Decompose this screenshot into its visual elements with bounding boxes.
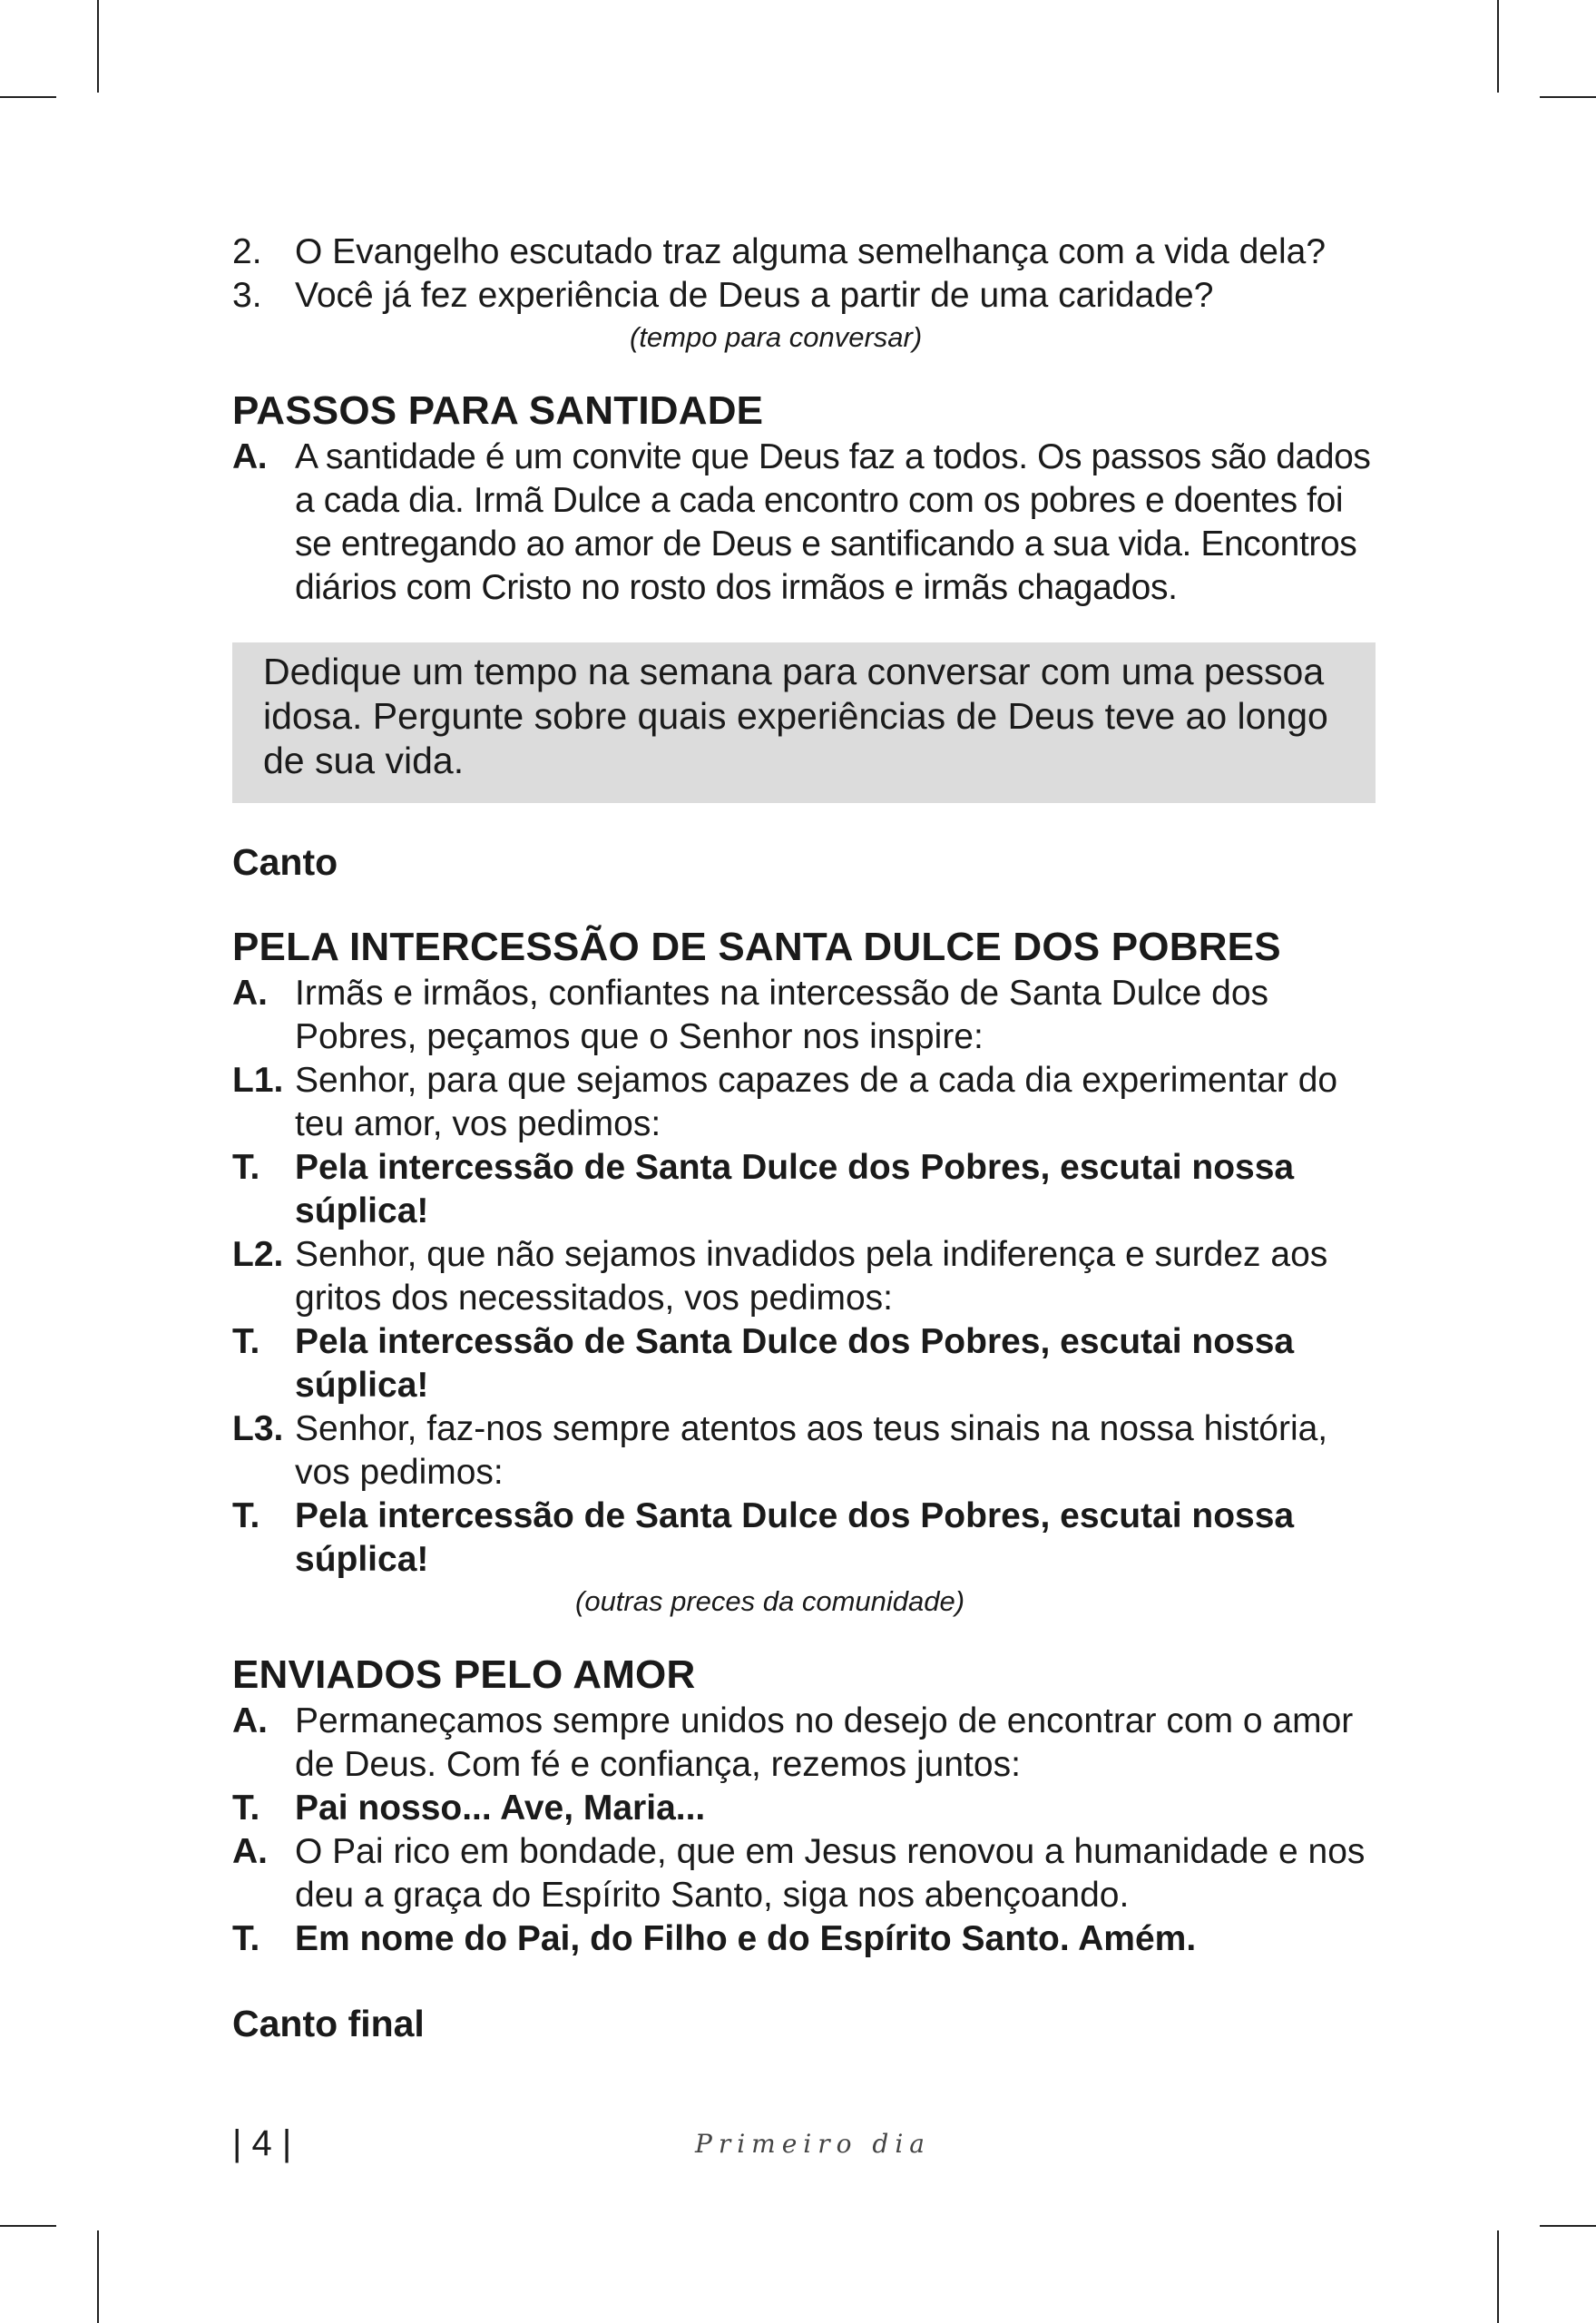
- response-text: Em nome do Pai, do Filho e do Espírito Santo. Amém.: [295, 1919, 1197, 1958]
- canto-label: Canto: [232, 841, 338, 883]
- prayer-line: [232, 1407, 1376, 1495]
- crop-mark-top-left-vertical: [97, 0, 99, 93]
- prayer-line: [232, 1830, 1376, 1917]
- speaker-marker: A.: [232, 437, 268, 476]
- highlight-text: Dedique um tempo na semana para conversar com uma pessoa idosa. Pergunte sobre quais experiências de Deus teve ao longo de sua vida.: [263, 651, 1328, 781]
- heading-intercessao: PELA INTERCESSÃO DE SANTA DULCE DOS POBRES: [232, 925, 1281, 969]
- question-number: 2.: [232, 232, 262, 271]
- heading-enviados: ENVIADOS PELO AMOR: [232, 1652, 696, 1697]
- response-text: Pai nosso... Ave, Maria...: [295, 1789, 706, 1828]
- speaker-marker: A.: [232, 1832, 268, 1871]
- passos-paragraph: [232, 436, 1376, 610]
- question-item: [232, 230, 1376, 274]
- canto-final-label: Canto final: [232, 2003, 425, 2044]
- speaker-marker: T.: [232, 1789, 260, 1828]
- speaker-marker: L2.: [232, 1235, 284, 1274]
- speaker-marker: A.: [232, 974, 268, 1013]
- crop-mark-top-right-horizontal: [1540, 96, 1596, 98]
- prayer-text: Senhor, faz-nos sempre atentos aos teus sinais na nossa história, vos pedimos:: [295, 1409, 1328, 1492]
- prayer-text: Senhor, para que sejamos capazes de a cada dia experimentar do teu amor, vos pedimos:: [295, 1061, 1338, 1143]
- question-text: Você já fez experiência de Deus a partir de uma caridade?: [295, 276, 1214, 315]
- page-number: | 4 |: [232, 2123, 292, 2163]
- prayer-text: Irmãs e irmãos, confiantes na intercessão de Santa Dulce dos Pobres, peçamos que o Senhor nos inspire:: [295, 974, 1269, 1056]
- page-content: [232, 230, 1376, 2046]
- prayer-response: [232, 1917, 1376, 1961]
- note-outras-preces: (outras preces da comunidade): [575, 1585, 965, 1617]
- prayer-text: O Pai rico em bondade, que em Jesus renovou a humanidade e nos deu a graça do Espírito Santo, siga nos abençoando.: [295, 1832, 1366, 1915]
- crop-mark-bottom-left-horizontal: [0, 2225, 56, 2227]
- prayer-text: Permaneçamos sempre unidos no desejo de encontrar com o amor de Deus. Com fé e confiança, rezemos juntos:: [295, 1701, 1354, 1784]
- running-title: Primeiro dia: [695, 2129, 931, 2159]
- speaker-marker: A.: [232, 1701, 268, 1740]
- crop-mark-top-left-horizontal: [0, 96, 56, 98]
- heading-passos-santidade: PASSOS PARA SANTIDADE: [232, 388, 764, 433]
- crop-mark-top-right-vertical: [1497, 0, 1499, 93]
- prayer-text: Senhor, que não sejamos invadidos pela indiferença e surdez aos gritos dos necessitados, vos pedimos:: [295, 1235, 1328, 1318]
- speaker-marker: L1.: [232, 1061, 284, 1100]
- prayer-line: [232, 1059, 1376, 1146]
- prayer-response: [232, 1495, 1376, 1582]
- question-item: [232, 274, 1376, 318]
- passos-text: A santidade é um convite que Deus faz a todos. Os passos são dados a cada dia. Irmã Dulce a cada encontro com os pobres e doentes foi se entregando ao amor de Deus e santificando a sua vida. Encontros diários com Cristo no rosto dos irmãos e irmãs chagados.: [295, 437, 1371, 607]
- response-text: Pela intercessão de Santa Dulce dos Pobres, escutai nossa súplica!: [295, 1148, 1295, 1230]
- crop-mark-bottom-right-vertical: [1497, 2230, 1499, 2323]
- prayer-response: [232, 1320, 1376, 1407]
- prayer-line: [232, 1700, 1376, 1787]
- response-text: Pela intercessão de Santa Dulce dos Pobres, escutai nossa súplica!: [295, 1322, 1295, 1405]
- question-number: 3.: [232, 276, 262, 315]
- prayer-line: [232, 972, 1376, 1059]
- crop-mark-bottom-left-vertical: [97, 2230, 99, 2323]
- prayer-response: [232, 1787, 1376, 1830]
- speaker-marker: T.: [232, 1322, 260, 1361]
- speaker-marker: T.: [232, 1919, 260, 1958]
- response-text: Pela intercessão de Santa Dulce dos Pobres, escutai nossa súplica!: [295, 1496, 1295, 1579]
- speaker-marker: T.: [232, 1148, 260, 1187]
- note-tempo-conversar: (tempo para conversar): [630, 321, 923, 353]
- prayer-line: [232, 1233, 1376, 1320]
- prayer-response: [232, 1146, 1376, 1233]
- highlight-box: [232, 642, 1376, 803]
- question-text: O Evangelho escutado traz alguma semelhança com a vida dela?: [295, 232, 1327, 271]
- speaker-marker: T.: [232, 1496, 260, 1535]
- crop-mark-bottom-right-horizontal: [1540, 2225, 1596, 2227]
- speaker-marker: L3.: [232, 1409, 284, 1448]
